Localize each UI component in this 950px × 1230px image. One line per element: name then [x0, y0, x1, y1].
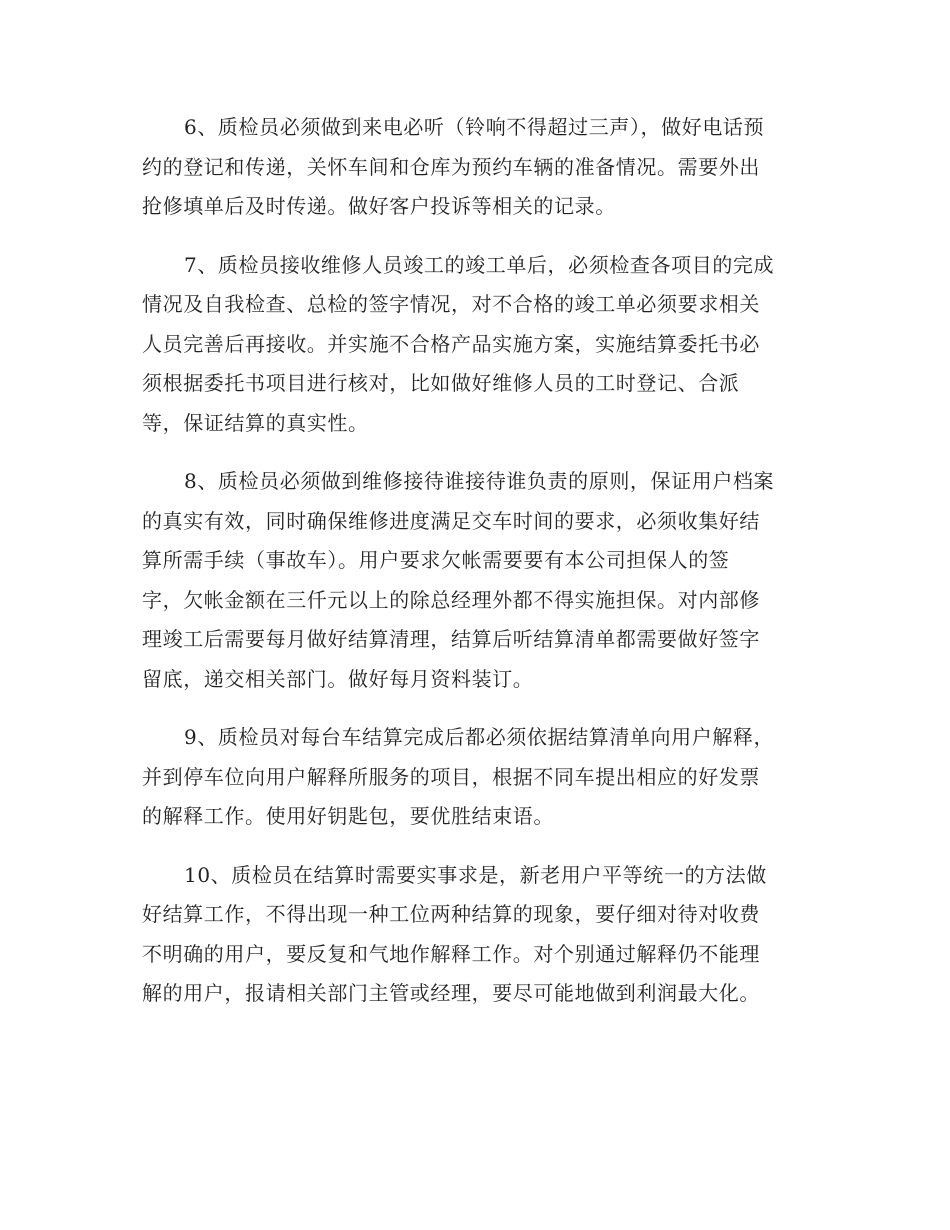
paragraph-line: 10、质检员在结算时需要实事求是，新老用户平等统一的方法做: [184, 862, 767, 887]
paragraph-line: 好结算工作，不得出现一种工位两种结算的现象，要仔细对待对收费: [142, 902, 760, 926]
paragraph-line: 9、质检员对每台车结算完成后都必须依据结算清单向用户解释，: [184, 725, 775, 749]
paragraph-line: 的真实有效，同时确保维修进度满足交车时间的要求，必须收集好结: [142, 508, 760, 533]
paragraph-9: [142, 718, 810, 837]
paragraph-line: 7、质检员接收维修人员竣工的竣工单后，必须检查各项目的完成: [184, 252, 775, 277]
paragraph-line: 解的用户，报请相关部门主管或经理，要尽可能地做到利润最大化。: [142, 981, 760, 1005]
paragraph-6: [142, 108, 810, 227]
paragraph-10: [142, 856, 810, 1014]
document-body: [142, 108, 810, 1033]
paragraph-line: 并到停车位向用户解释所服务的项目，根据不同车提出相应的好发票: [142, 764, 760, 789]
paragraph-line: 情况及自我检查、总检的签字情况，对不合格的竣工单必须要求相关: [142, 292, 760, 316]
paragraph-line: 8、质检员必须做到维修接待谁接待谁负责的原则，保证用户档案: [184, 469, 775, 493]
paragraph-line: 理竣工后需要每月做好结算清理，结算后听结算清单都需要做好签字: [142, 627, 760, 651]
paragraph-line: 6、质检员必须做到来电必听（铃响不得超过三声），做好电话预: [184, 115, 765, 139]
paragraph-line: 留底，递交相关部门。做好每月资料装订。: [142, 666, 534, 691]
paragraph-line: 须根据委托书项目进行核对，比如做好维修人员的工时登记、合派: [142, 371, 740, 395]
paragraph-line: 算所需手续（事故车）。用户要求欠帐需要要有本公司担保人的签: [142, 548, 730, 572]
paragraph-line: 人员完善后再接收。并实施不合格产品实施方案，实施结算委托书必: [142, 331, 760, 356]
paragraph-line: 约的登记和传递，关怀车间和仓库为预约车辆的准备情况。需要外出: [142, 154, 760, 179]
paragraph-line: 不明确的用户，要反复和气地作解释工作。对个别通过解释仍不能理: [142, 941, 760, 966]
paragraph-line: 的解释工作。使用好钥匙包，要优胜结束语。: [142, 804, 554, 828]
paragraph-8: [142, 462, 810, 699]
paragraph-line: 字，欠帐金额在三仟元以上的除总经理外都不得实施担保。对内部修: [142, 587, 760, 612]
paragraph-line: 抢修填单后及时传递。做好客户投诉等相关的记录。: [142, 194, 616, 218]
paragraph-line: 等，保证结算的真实性。: [142, 410, 369, 435]
paragraph-7: [142, 246, 810, 444]
